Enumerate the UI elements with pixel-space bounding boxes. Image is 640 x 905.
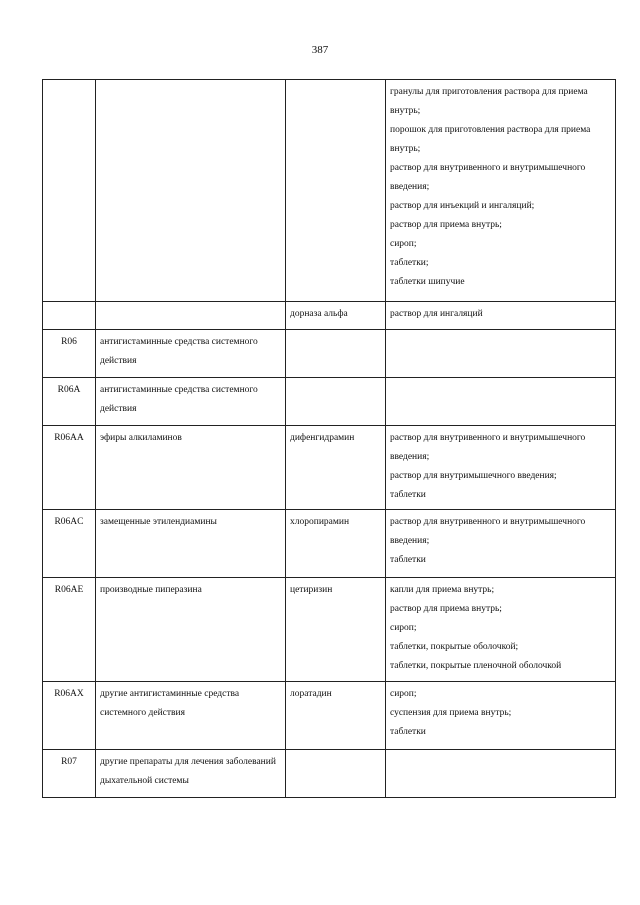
drug-table — [42, 79, 616, 798]
atc-code-cell: R07 — [43, 750, 96, 798]
dosage-form: раствор для ингаляций — [390, 309, 483, 319]
group-name: эфиры алкиламинов — [100, 433, 182, 443]
atc-code-cell: R06 — [43, 330, 96, 378]
drug-name-cell — [286, 330, 386, 378]
group-cell — [96, 578, 286, 682]
table-row — [43, 426, 616, 510]
dosage-form: таблетки — [390, 727, 426, 737]
group-name: другие препараты для лечения заболеваний дыхательной системы — [100, 757, 276, 786]
drug-name-cell — [286, 80, 386, 302]
dosage-form: сироп; — [390, 623, 417, 633]
dosage-forms-cell — [386, 750, 616, 798]
page-number: 387 — [311, 44, 329, 56]
dosage-forms-cell — [386, 682, 616, 750]
table-row — [43, 378, 616, 426]
drug-name-cell: лоратадин — [286, 682, 386, 750]
dosage-form: сироп; — [390, 689, 417, 699]
table-row — [43, 750, 616, 798]
dosage-form: таблетки — [390, 555, 426, 565]
drug-name-cell: цетиризин — [286, 578, 386, 682]
atc-code-cell: R06AE — [43, 578, 96, 682]
dosage-form: таблетки — [390, 490, 426, 500]
group-cell — [96, 378, 286, 426]
dosage-form: гранулы для приготовления раствора для приема внутрь; — [390, 87, 588, 116]
dosage-forms-cell — [386, 578, 616, 682]
group-name: производные пиперазина — [100, 585, 202, 595]
table-row — [43, 682, 616, 750]
group-cell — [96, 426, 286, 510]
atc-code-cell — [43, 80, 96, 302]
atc-code-cell: R06AC — [43, 510, 96, 578]
dosage-forms-cell — [386, 80, 616, 302]
drug-name-cell: хлоропирамин — [286, 510, 386, 578]
group-name: антигистаминные средства системного действия — [100, 337, 258, 366]
dosage-form: порошок для приготовления раствора для приема внутрь; — [390, 125, 591, 154]
atc-code-cell: R06AA — [43, 426, 96, 510]
dosage-forms-cell — [386, 426, 616, 510]
dosage-form: суспензия для приема внутрь; — [390, 708, 512, 718]
dosage-form: раствор для инъекций и ингаляций; — [390, 201, 535, 211]
atc-code-cell: R06A — [43, 378, 96, 426]
drug-name-cell: дорназа альфа — [286, 302, 386, 330]
group-cell — [96, 682, 286, 750]
dosage-form: раствор для приема внутрь; — [390, 604, 502, 614]
dosage-form: раствор для внутривенного и внутримышечного введения; — [390, 433, 586, 462]
group-name: другие антигистаминные средства системного действия — [100, 689, 240, 718]
table-row — [43, 578, 616, 682]
dosage-form: таблетки, покрытые оболочкой; — [390, 642, 519, 652]
table-row — [43, 330, 616, 378]
atc-code-cell: R06AX — [43, 682, 96, 750]
dosage-forms-cell — [386, 510, 616, 578]
dosage-form: таблетки, покрытые пленочной оболочкой — [390, 661, 562, 671]
dosage-form: раствор для внутримышечного введения; — [390, 471, 557, 481]
table-row — [43, 510, 616, 578]
drug-name-cell — [286, 750, 386, 798]
atc-code-cell — [43, 302, 96, 330]
group-cell — [96, 330, 286, 378]
group-cell — [96, 750, 286, 798]
dosage-form: раствор для приема внутрь; — [390, 220, 502, 230]
group-cell — [96, 302, 286, 330]
group-cell — [96, 510, 286, 578]
drug-name-cell: дифенгидрамин — [286, 426, 386, 510]
dosage-form: капли для приема внутрь; — [390, 585, 495, 595]
drug-name-cell — [286, 378, 386, 426]
dosage-forms-cell — [386, 330, 616, 378]
dosage-form: раствор для внутривенного и внутримышечного введения; — [390, 517, 586, 546]
dosage-forms-cell — [386, 302, 616, 330]
dosage-form: раствор для внутривенного и внутримышечного введения; — [390, 163, 586, 192]
dosage-form: таблетки шипучие — [390, 277, 465, 287]
dosage-form: таблетки; — [390, 258, 429, 268]
group-name: замещенные этилендиамины — [100, 517, 217, 527]
group-cell — [96, 80, 286, 302]
group-name: антигистаминные средства системного действия — [100, 385, 258, 414]
dosage-forms-cell — [386, 378, 616, 426]
table-row — [43, 80, 616, 302]
table-row — [43, 302, 616, 330]
dosage-form: сироп; — [390, 239, 417, 249]
